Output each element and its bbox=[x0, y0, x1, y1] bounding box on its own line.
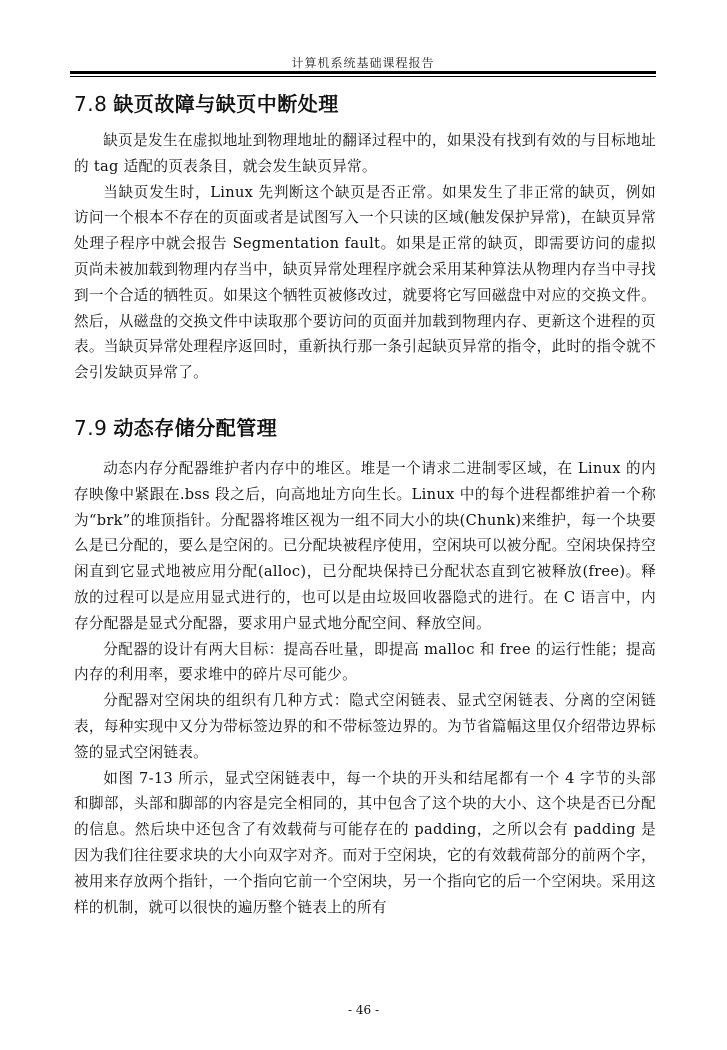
paragraph: 当缺页发生时，Linux 先判断这个缺页是否正常。如果发生了非正常的缺页，例如访问一个根本不存在的页面或者是试图写入一个只读的区域(触发保护异常)，在缺页异常处理子程序中就会报告 Segmentation fault。如果是正常的缺页，即需要访问的虚拟页尚未被加载到物理内存当中，缺页异常处理程序就会采用某种算法从物理内存当中寻找到一个合适的牺牲页。如果这个牺牲页被修改过，就要将它写回磁盘中对应的交换文件。然后，从磁盘的交换文件中读取那个要访问的页面并加载到物理内存、更新这个进程的页表。当缺页异常处理程序返回时，重新执行那一条引起缺页异常的指令，此时的指令就不会引发缺页异常了。 bbox=[74, 183, 656, 382]
section-7-9-title: 动态存储分配管理 bbox=[113, 416, 278, 440]
section-7-9-body bbox=[74, 456, 656, 920]
section-7-9-heading bbox=[74, 412, 277, 441]
running-header: 计算机系统基础课程报告 bbox=[291, 56, 435, 70]
section-7-8-title: 缺页故障与缺页中断处理 bbox=[113, 92, 339, 116]
header-rule-thin bbox=[70, 76, 656, 77]
page-number: - 46 - bbox=[347, 1003, 379, 1017]
section-7-9-number: 7.9 bbox=[74, 416, 108, 440]
paragraph: 动态内存分配器维护者内存中的堆区。堆是一个请求二进制零区域，在 Linux 的内存映像中紧跟在.bss 段之后，向高地址方向生长。Linux 中的每个进程都维护着一个称为“brk”的堆顶指针。分配器将堆区视为一组不同大小的块(Chunk)来维护，每一个块要么是已分配的，要么是空闲的。已分配块被程序使用，空闲块可以被分配。空闲块保持空闲直到它显式地被应用分配(alloc)，已分配块保持已分配状态直到它被释放(free)。释放的过程可以是应用显式进行的，也可以是由垃圾回收器隐式的进行。在 C 语言中，内存分配器是显式分配器，要求用户显式地分配空间、释放空间。 bbox=[74, 460, 656, 632]
section-7-8-number: 7.8 bbox=[74, 92, 108, 116]
section-7-8-body bbox=[74, 128, 656, 386]
paragraph: 如图 7-13 所示，显式空闲链表中，每一个块的开头和结尾都有一个 4 字节的头部和脚部，头部和脚部的内容是完全相同的，其中包含了这个块的大小、这个块是否已分配的信息。然后块中还包含了有效载荷与可能存在的 padding，之所以会有 padding 是因为我们往往要求块的大小向双字对齐。而对于空闲块，它的有效载荷部分的前两个字，被用来存放两个指针，一个指向它前一个空闲块，另一个指向它的后一个空闲块。采用这样的机制，就可以很快的遍历整个链表上的所有 bbox=[74, 769, 656, 916]
paragraph: 缺页是发生在虚拟地址到物理地址的翻译过程中的，如果没有找到有效的与目标地址的 tag 适配的页表条目，就会发生缺页异常。 bbox=[74, 132, 656, 175]
section-7-8-heading bbox=[74, 88, 339, 117]
paragraph: 分配器对空闲块的组织有几种方式：隐式空闲链表、显式空闲链表、分离的空闲链表，每种实现中又分为带标签边界的和不带标签边界的。为节省篇幅这里仅介绍带边界标签的显式空闲链表。 bbox=[74, 692, 656, 761]
header-rule-thick bbox=[70, 71, 656, 74]
paragraph: 分配器的设计有两大目标：提高吞吐量，即提高 malloc 和 free 的运行性能；提高内存的利用率，要求堆中的碎片尽可能少。 bbox=[74, 640, 656, 684]
